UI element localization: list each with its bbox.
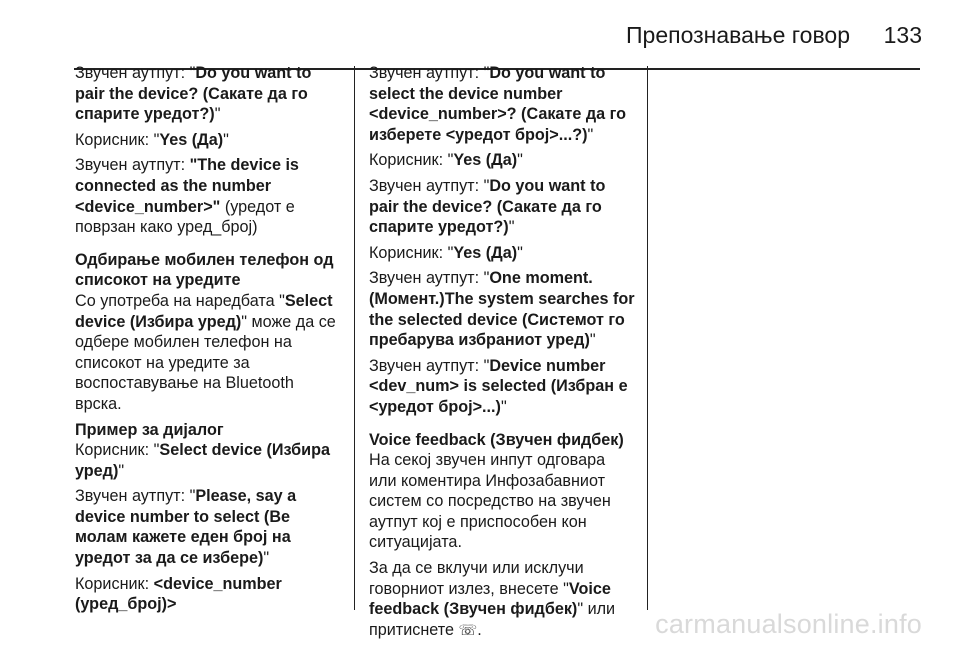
page-number: 133	[883, 22, 922, 48]
dialog-line-selected: Звучен аутпут: "Device number <dev_num> is selected (Избран е <уредот број>...)"	[369, 356, 628, 416]
device-selected-phrase: Device number <dev_num> is selected (Избран е <уредот број>...)	[369, 356, 628, 416]
section-heading: Одбирање мобилен телефон од списокот на уредите	[75, 250, 334, 290]
dialog-line-user-number: Корисник: <device_number (уред_број)>	[75, 574, 282, 614]
dialog-line-user-yes: Корисник: "Yes (Да)"	[75, 130, 229, 149]
pair-phrase: Do you want to pair the device? (Сакате да го спарите уредот?)	[75, 64, 312, 124]
confirm-number-phrase: Do you want to select the device number <device_number>? (Сакате да го изберете <уредот број>...?)	[369, 64, 627, 144]
select-prompt-phrase: Please, say a device number to select (Ве молам кажете еден број на уредот за да се избере)	[75, 487, 297, 568]
yes-phrase-2: Yes (Да)	[453, 151, 518, 170]
yes-phrase-3: Yes (Да)	[453, 243, 518, 262]
section-voice-feedback	[369, 430, 637, 554]
section-select-device: Одбирање мобилен телефон од списокот на уредите Со употреба на наредбата "Select device (Избира уред)" може да се одбере мобилен телефон на списокот на уредите за воспоставување на Bluetooth врска.	[75, 250, 336, 413]
column-divider-right	[647, 66, 648, 610]
example-heading: Пример за дијалог	[75, 420, 224, 439]
page-title: Препознавање говор	[626, 22, 850, 48]
middle-column	[369, 63, 637, 646]
example-command: Select device (Избира уред)	[75, 441, 330, 480]
left-column	[75, 63, 343, 620]
dialog-line-user-yes-3: Корисник: "Yes (Да)"	[369, 243, 523, 262]
example-dialog: Пример за дијалог Корисник: "Select device (Избира уред)"	[75, 420, 330, 480]
column-divider-left	[354, 66, 355, 610]
dialog-line-select-prompt: Звучен аутпут: "Please, say a device number to select (Ве молам кажете еден број на уредот за да се избере)"	[75, 487, 297, 568]
watermark: carmanualsonline.info	[655, 609, 922, 639]
dialog-line-confirm-number: Звучен аутпут: "Do you want to select the device number <device_number>? (Сакате да го изберете <уредот број>...?)"	[369, 64, 627, 144]
one-moment-phrase: One moment. (Момент.)The system searches for the selected device (Системот го пребарува избраниот уред)	[369, 269, 635, 350]
pair-phrase-2: Do you want to pair the device? (Сакате да го спарите уредот?)	[369, 176, 606, 237]
feedback-heading: Voice feedback (Звучен фидбек)	[369, 430, 624, 449]
dialog-line-connected: Звучен аутпут: "The device is connected as the number <device_number>" (уредот е поврзан како уред_број)	[75, 156, 299, 237]
connected-phrase: "The device is connected as the number <device_number>"	[75, 156, 299, 216]
feedback-body: На секој звучен инпут одговара или коментира Инфозабавниот систем со посредство на звучен аутпут кој е приспособен кон ситуацијата.	[369, 451, 611, 552]
select-device-command: Select device (Избира уред)	[75, 291, 333, 331]
dialog-line-user-yes-2: Корисник: "Yes (Да)"	[369, 151, 523, 170]
yes-phrase: Yes (Да)	[159, 130, 224, 149]
dialog-line-pair-2: Звучен аутпут: "Do you want to pair the device? (Сакате да го спарите уредот?)"	[369, 176, 606, 237]
feedback-command: Voice feedback (Звучен фидбек)	[369, 579, 611, 619]
page-header	[0, 22, 960, 54]
dialog-line-one-moment: Звучен аутпут: "One moment. (Момент.)The system searches for the selected device (Системот го пребарува избраниот уред)"	[369, 269, 635, 350]
voice-phone-icon: ☏	[458, 621, 478, 639]
feedback-toggle-text: За да се вклучи или исклучи говорниот излез, внесете "Voice feedback (Звучен фидбек)" или притиснете ☏.	[369, 559, 616, 639]
device-number-phrase: <device_number (уред_број)>	[75, 574, 282, 614]
dialog-line-pair: Звучен аутпут: "Do you want to pair the device? (Сакате да го спарите уредот?)"	[75, 64, 312, 124]
